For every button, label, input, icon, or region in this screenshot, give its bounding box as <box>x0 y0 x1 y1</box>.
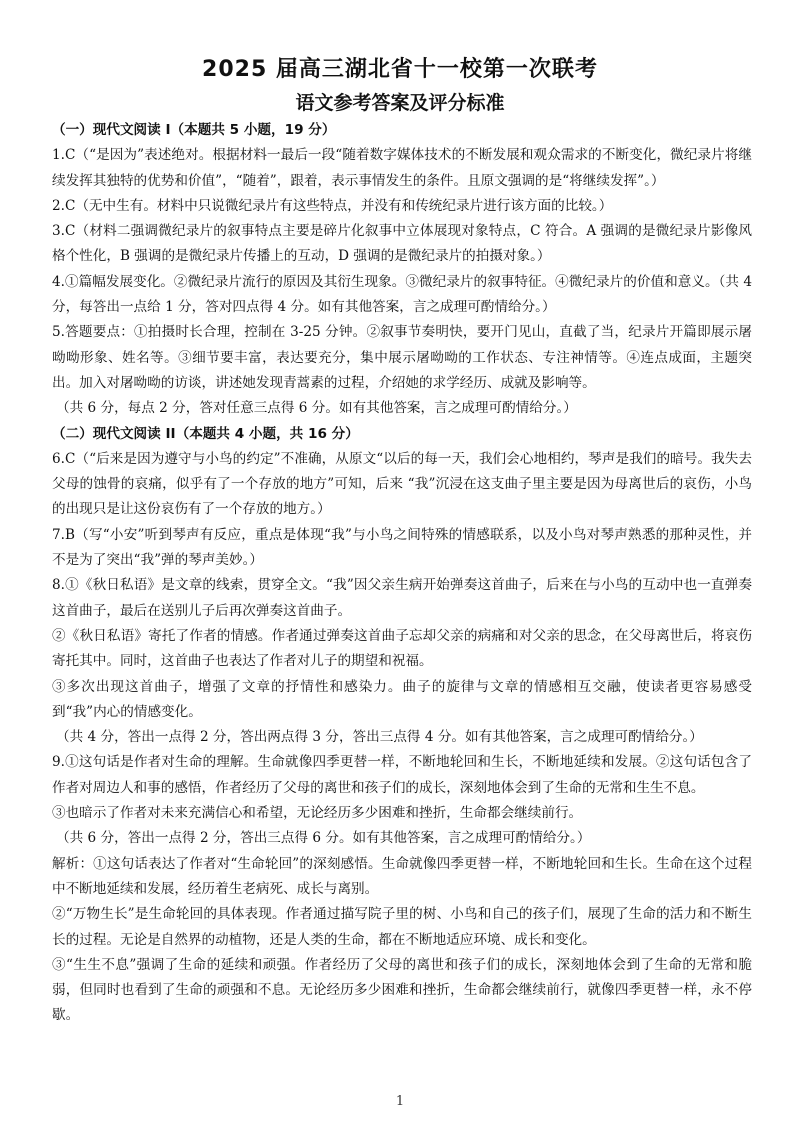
answer-item: 3.C（材料二强调微纪录片的叙事特点主要是碎片化叙事中立体展现对象特点，C 符合。A 强调的是微纪录片影像风格个性化，B 强调的是微纪录片传播上的互动，D 强调的是微纪录片的拍摄对象。） <box>52 223 752 265</box>
scoring-note: （共 6 分，答出一点得 2 分，答出三点得 6 分。如有其他答案，言之成理可酌情给分。） <box>56 830 591 847</box>
answer-item: 1.C（“是因为”表述绝对。根据材料一最后一段“随着数字媒体技术的不断发展和观众需求的不断变化，微纪录片将继续发挥其独特的优势和价值”，“随着”，跟着，表示事情发生的条件。且原文强调的是“将继续发挥”。） <box>52 147 752 189</box>
page-subtitle: 语文参考答案及评分标准 <box>295 92 505 114</box>
page-title: 2025 届高三湖北省十一校第一次联考 <box>202 57 598 82</box>
answer-item: 7.B（写“小安”听到琴声有反应，重点是体现“我”与小鸟之间特殊的情感联系，以及小鸟对琴声熟悉的那种灵性，并不是为了突出“我”弹的琴声美妙。） <box>52 526 752 569</box>
section-heading: （一）现代文阅读 I（本题共 5 小题，19 分） <box>52 122 336 138</box>
page-number: 1 <box>395 1094 405 1109</box>
answer-item: 4.①篇幅发展变化。②微纪录片流行的原因及其衍生现象。③微纪录片的叙事特征。④微纪录片的价值和意义。（共 4 分，每答出一点给 1 分，答对四点得 4 分。如有其他答案，言之成理可酌情给分。） <box>52 273 752 316</box>
answer-item: ③也暗示了作者对未来充满信心和希望，无论经历多少困难和挫折，生命都会继续前行。 <box>52 805 583 822</box>
answer-item: 5.答题要点：①拍摄时长合理，控制在 3-25 分钟。②叙事节奏明快，要开门见山，直截了当，纪录片开篇即展示屠呦呦形象、姓名等。③细节要丰富，表达要充分，集中展示屠呦呦的工作状态、专注神情等。④连点成面，主题突出。加入对屠呦呦的访谈，讲述她发现青蒿素的过程，介绍她的求学经历、成就及影响等。 <box>52 324 752 391</box>
answer-item: ③多次出现这首曲子，增强了文章的抒情性和感染力。曲子的旋律与文章的情感相互交融，使读者更容易感受到“我”内心的情感变化。 <box>52 678 752 720</box>
answer-item: 9.①这句话是作者对生命的理解。生命就像四季更替一样，不断地轮回和生长，不断地延续和发展。②这句话包含了作者对周边人和事的感悟，作者经历了父母的离世和孩子们的成长，深刻地体会到了生命的无常和生生不息。 <box>52 754 752 796</box>
answer-item: 6.C（“后来是因为遵守与小鸟的约定”不准确，从原文“以后的每一天，我们会心地相约，琴声是我们的暗号。我失去父母的蚀骨的哀痛，似乎有了一个存放的地方”可知，后来 “我”沉浸在这支曲子里主要是因为母离世后的哀伤，小鸟的出现只是让这份哀伤有了一个存放的地方。） <box>52 450 752 518</box>
analysis-item: ②“万物生长”是生命轮回的具体表现。作者通过描写院子里的树、小鸟和自己的孩子们，展现了生命的活力和不断生长的过程。无论是自然界的动植物，还是人类的生命，都在不断地适应环境、成长和变化。 <box>52 906 752 948</box>
answer-item: 8.①《秋日私语》是文章的线索，贯穿全文。“我”因父亲生病开始弹奏这首曲子，后来在与小鸟的互动中也一直弹奏这首曲子，最后在送别儿子后再次弹奏这首曲子。 <box>52 577 752 619</box>
answer-content <box>52 118 752 1029</box>
scoring-note: （共 4 分，答出一点得 2 分，答出两点得 3 分，答出三点得 4 分。如有其他答案，言之成理可酌情给分。） <box>56 729 703 746</box>
scoring-note: （共 6 分，每点 2 分，答对任意三点得 6 分。如有其他答案，言之成理可酌情给分。） <box>56 400 577 417</box>
answer-item: 2.C（无中生有。材料中只说微纪录片有这些特点，并没有和传统纪录片进行该方面的比较。） <box>52 197 613 214</box>
analysis-item: 解析：①这句话表达了作者对“生命轮回”的深刻感悟。生命就像四季更替一样，不断地轮回和生长。生命在这个过程中不断地延续和发展，经历着生老病死、成长与离别。 <box>52 855 752 897</box>
analysis-item: ③“生生不息”强调了生命的延续和顽强。作者经历了父母的离世和孩子们的成长，深刻地体会到了生命的无常和脆弱，但同时也看到了生命的顽强和不息。无论经历多少困难和挫折，生命都会继续前行，就像四季更替一样，永不停歇。 <box>52 956 752 1024</box>
answer-item: ②《秋日私语》寄托了作者的情感。作者通过弹奏这首曲子忘却父亲的病痛和对父亲的思念，在父母离世后，将哀伤寄托其中。同时，这首曲子也表达了作者对儿子的期望和祝福。 <box>52 627 752 670</box>
section-heading: （二）现代文阅读 II（本题共 4 小题，共 16 分） <box>52 425 359 442</box>
